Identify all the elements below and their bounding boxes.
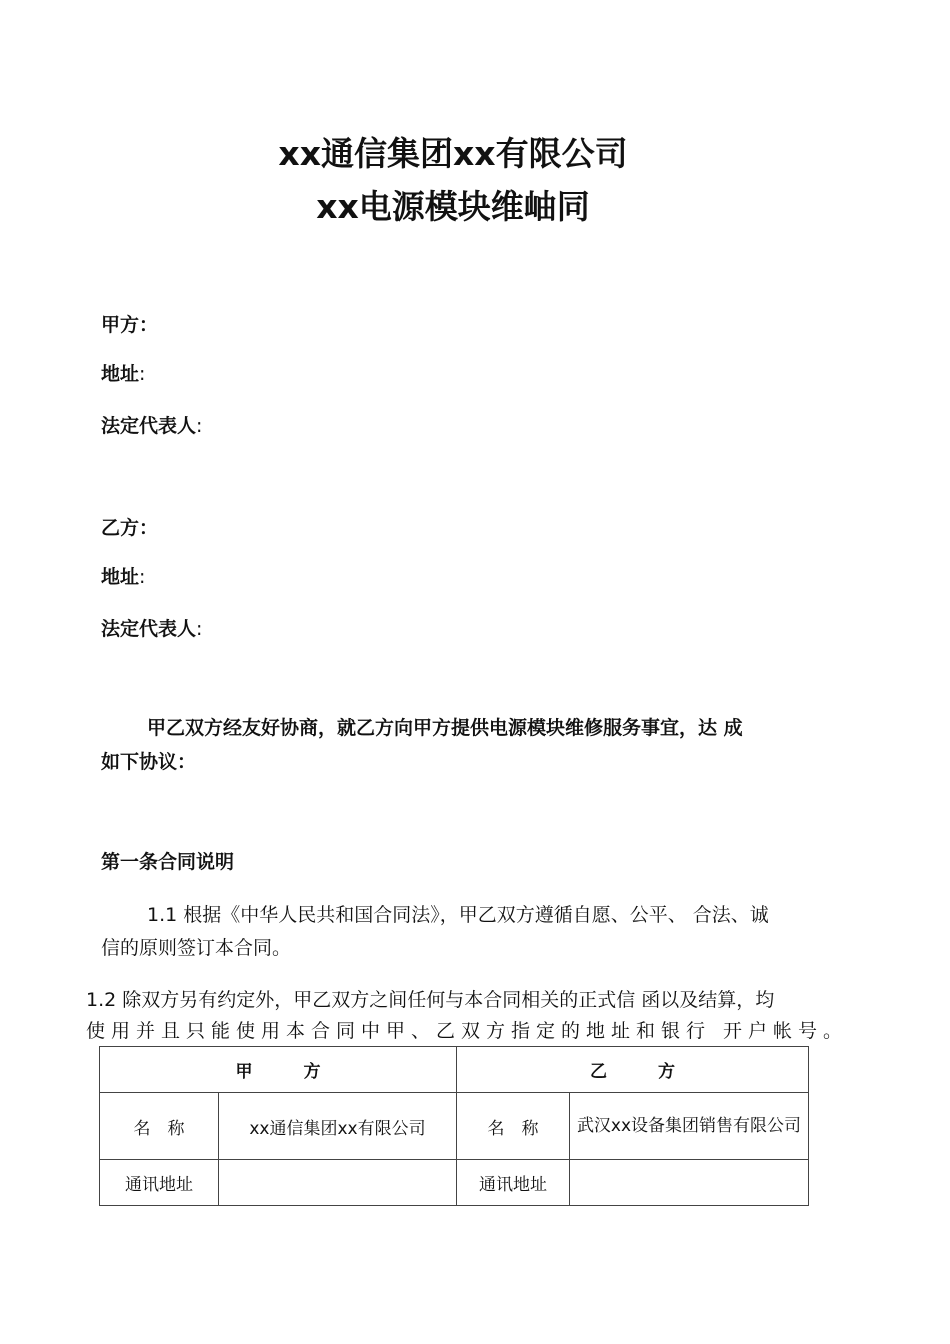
colon: : <box>139 363 146 385</box>
party-b-rep-label: 法定代表人 <box>101 618 197 640</box>
intro-line1: 甲乙双方经友好协商，就乙方向甲方提供电源模块维修服务事宜，达 成 <box>147 717 743 739</box>
name-value-a: xx通信集团xx有限公司 <box>219 1093 457 1160</box>
colon: : <box>196 415 203 437</box>
intro-line2: 如下协议： <box>101 751 197 773</box>
party-a-label: 甲方： <box>101 314 159 336</box>
table-row-name <box>100 1093 809 1160</box>
colon: : <box>139 566 146 588</box>
document-title-line2: xx电源模块维岫同 <box>316 187 590 226</box>
document-title-line1: xx通信集团xx有限公司 <box>278 134 628 173</box>
party-a-representative <box>101 411 202 438</box>
clause-1-1-line1: 1.1 根据《中华人民共和国合同法》，甲乙双方遵循自愿、公平、 合法、诚 <box>147 904 769 926</box>
colon: : <box>196 618 203 640</box>
party-a-rep-label: 法定代表人 <box>101 415 197 437</box>
clause-1-2-line1: 1.2 除双方另有约定外，甲乙双方之间任何与本合同相关的正式信 函以及结算，均 <box>86 989 775 1011</box>
party-b-representative <box>101 614 202 641</box>
name-label-a: 名 称 <box>100 1093 219 1160</box>
party-info-table <box>99 1046 809 1206</box>
table-header-row <box>100 1047 809 1093</box>
party-a-address <box>101 359 145 386</box>
party-b-address <box>101 562 145 589</box>
address-value-a <box>219 1160 457 1206</box>
address-label-a: 通讯地址 <box>100 1160 219 1206</box>
table-header-party-a: 甲 方 <box>100 1047 457 1093</box>
party-a-address-label: 地址 <box>101 363 140 385</box>
table-header-party-b: 乙 方 <box>457 1047 809 1093</box>
section-heading: 第一条合同说明 <box>101 851 235 873</box>
name-label-b: 名 称 <box>457 1093 570 1160</box>
clause-1-2-line2: 使用并且只能使用本合同中甲、乙双方指定的地址和银行 开户帐号。 <box>86 1020 849 1042</box>
clause-1-1-line2: 信的原则签订本合同。 <box>101 937 292 959</box>
table-row-address <box>100 1160 809 1206</box>
party-b-label: 乙方： <box>101 517 159 539</box>
party-b-address-label: 地址 <box>101 566 140 588</box>
name-value-b: 武汉xx设备集团销售有限公司 <box>570 1093 809 1160</box>
address-label-b: 通讯地址 <box>457 1160 570 1206</box>
address-value-b <box>570 1160 809 1206</box>
